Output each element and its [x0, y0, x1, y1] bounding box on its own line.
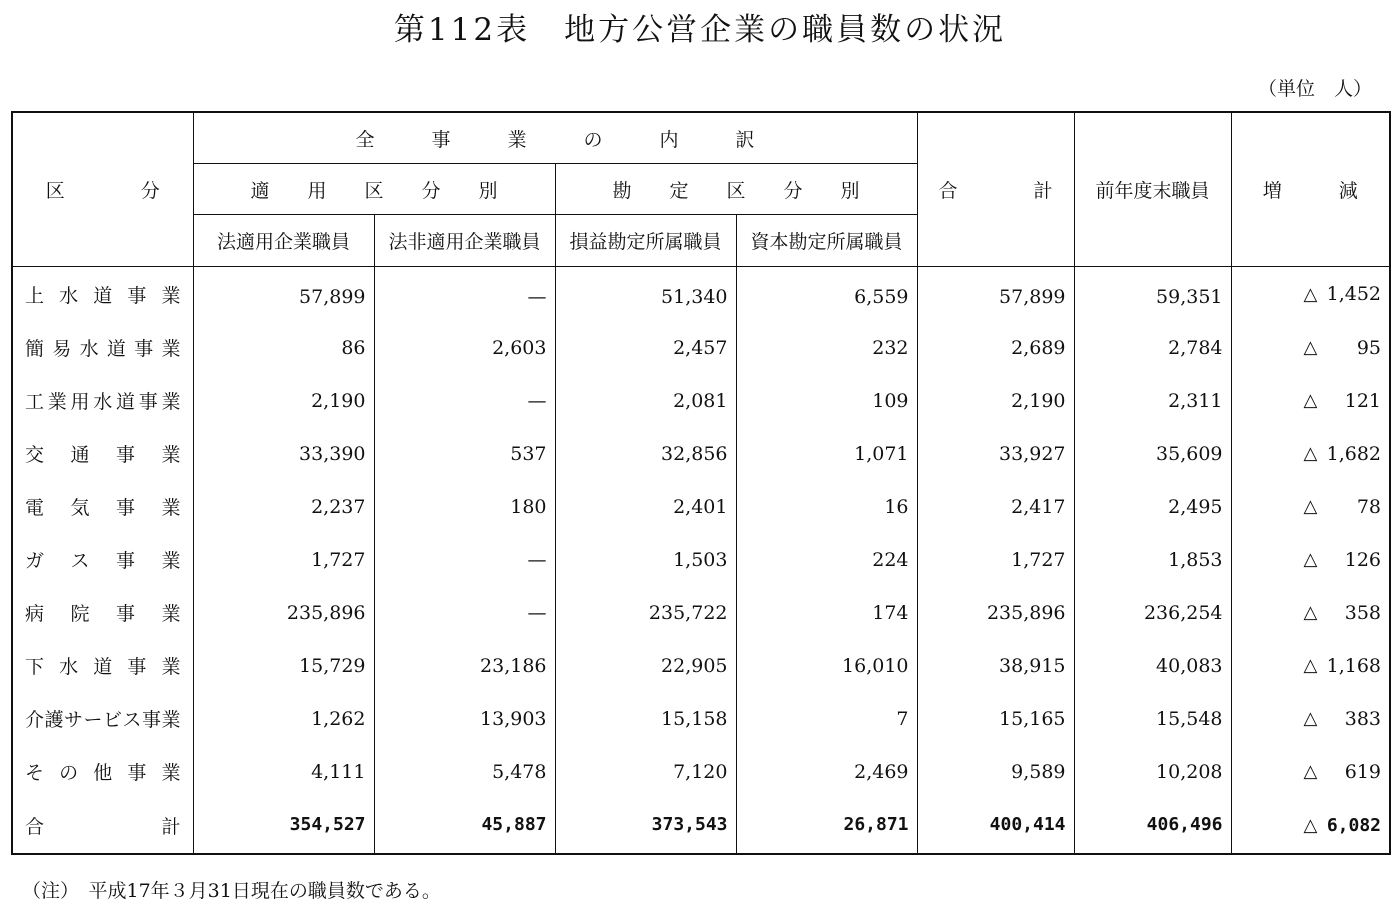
row-label: 交通事業 [12, 427, 193, 480]
decrease-triangle-icon: △ [1303, 443, 1318, 464]
cell-non-applicable: — [374, 533, 555, 586]
cell-total: 2,417 [917, 480, 1074, 533]
cell-change [1231, 586, 1390, 639]
cell-capital: 16 [736, 480, 917, 533]
row-label: 上水道事業 [12, 267, 193, 322]
cell-total: 2,190 [917, 374, 1074, 427]
change-value: 383 [1344, 707, 1382, 730]
header-prev-year: 前年度末職員 [1074, 112, 1231, 267]
cell-applicable: 1,727 [193, 533, 374, 586]
decrease-triangle-icon: △ [1303, 655, 1318, 676]
cell-non-applicable: 23,186 [374, 639, 555, 692]
cell-prev-year: 10,208 [1074, 745, 1231, 798]
cell-profit-loss: 32,856 [555, 427, 736, 480]
table-row [12, 427, 1390, 480]
header-all-business-breakdown: 全 事 業 の 内 訳 [193, 112, 917, 164]
change-value: 1,168 [1326, 654, 1382, 677]
cell-change [1231, 639, 1390, 692]
cell-change [1231, 798, 1390, 854]
cell-profit-loss: 22,905 [555, 639, 736, 692]
cell-non-applicable: 13,903 [374, 692, 555, 745]
cell-total: 9,589 [917, 745, 1074, 798]
cell-total: 33,927 [917, 427, 1074, 480]
header-capital: 資本勘定所属職員 [736, 215, 917, 267]
total-row [12, 798, 1390, 854]
header-account-class: 勘 定 区 分 別 [555, 164, 917, 215]
cell-prev-year: 59,351 [1074, 267, 1231, 322]
cell-profit-loss: 7,120 [555, 745, 736, 798]
cell-non-applicable: 537 [374, 427, 555, 480]
table-row [12, 267, 1390, 322]
table-row [12, 745, 1390, 798]
cell-prev-year: 40,083 [1074, 639, 1231, 692]
cell-profit-loss: 373,543 [555, 798, 736, 854]
change-value: 6,082 [1326, 815, 1382, 836]
cell-applicable: 4,111 [193, 745, 374, 798]
row-label: 下水道事業 [12, 639, 193, 692]
row-label: 簡易水道事業 [12, 321, 193, 374]
change-value: 1,452 [1326, 283, 1382, 305]
cell-change [1231, 267, 1390, 322]
cell-profit-loss: 2,401 [555, 480, 736, 533]
header-category: 区 分 [12, 112, 193, 267]
footnote: （注） 平成17年３月31日現在の職員数である。 [22, 880, 441, 902]
table-row [12, 692, 1390, 745]
cell-prev-year: 406,496 [1074, 798, 1231, 854]
decrease-triangle-icon: △ [1303, 708, 1318, 729]
row-label: 病院事業 [12, 586, 193, 639]
decrease-triangle-icon: △ [1303, 549, 1318, 570]
cell-prev-year: 2,311 [1074, 374, 1231, 427]
header-total: 合 計 [917, 112, 1074, 267]
cell-applicable: 86 [193, 321, 374, 374]
header-applicable: 法適用企業職員 [193, 215, 374, 267]
table-body [12, 267, 1390, 855]
decrease-triangle-icon: △ [1303, 390, 1318, 411]
row-label: 合計 [12, 798, 193, 854]
change-value: 126 [1344, 548, 1382, 571]
row-label: 工業用水道事業 [12, 374, 193, 427]
header-applicable-class: 適 用 区 分 別 [193, 164, 555, 215]
row-label: その他事業 [12, 745, 193, 798]
cell-capital: 109 [736, 374, 917, 427]
cell-prev-year: 1,853 [1074, 533, 1231, 586]
cell-capital: 224 [736, 533, 917, 586]
cell-prev-year: 2,784 [1074, 321, 1231, 374]
staff-table [11, 111, 1391, 855]
cell-prev-year: 15,548 [1074, 692, 1231, 745]
table-row [12, 639, 1390, 692]
cell-non-applicable: 180 [374, 480, 555, 533]
cell-total: 38,915 [917, 639, 1074, 692]
cell-profit-loss: 2,081 [555, 374, 736, 427]
cell-applicable: 235,896 [193, 586, 374, 639]
change-value: 78 [1356, 495, 1382, 518]
cell-profit-loss: 1,503 [555, 533, 736, 586]
header-change: 増 減 [1231, 112, 1390, 267]
cell-non-applicable: 2,603 [374, 321, 555, 374]
decrease-triangle-icon: △ [1303, 283, 1318, 305]
cell-total: 1,727 [917, 533, 1074, 586]
cell-prev-year: 2,495 [1074, 480, 1231, 533]
table-row [12, 321, 1390, 374]
header-profit-loss: 損益勘定所属職員 [555, 215, 736, 267]
table-row [12, 586, 1390, 639]
decrease-triangle-icon: △ [1303, 602, 1318, 623]
cell-total: 15,165 [917, 692, 1074, 745]
unit-label: （単位 人） [1257, 78, 1372, 100]
cell-total: 57,899 [917, 267, 1074, 322]
cell-non-applicable: — [374, 586, 555, 639]
cell-prev-year: 35,609 [1074, 427, 1231, 480]
cell-non-applicable: 5,478 [374, 745, 555, 798]
header-non-applicable: 法非適用企業職員 [374, 215, 555, 267]
cell-change [1231, 533, 1390, 586]
cell-capital: 26,871 [736, 798, 917, 854]
cell-applicable: 1,262 [193, 692, 374, 745]
cell-applicable: 33,390 [193, 427, 374, 480]
page-title: 第112表 地方公営企業の職員数の状況 [393, 12, 1007, 48]
table-row [12, 480, 1390, 533]
cell-change [1231, 745, 1390, 798]
cell-prev-year: 236,254 [1074, 586, 1231, 639]
cell-capital: 16,010 [736, 639, 917, 692]
row-label: 介護サービス事業 [12, 692, 193, 745]
cell-capital: 174 [736, 586, 917, 639]
cell-profit-loss: 2,457 [555, 321, 736, 374]
decrease-triangle-icon: △ [1303, 496, 1318, 517]
cell-applicable: 15,729 [193, 639, 374, 692]
cell-capital: 232 [736, 321, 917, 374]
decrease-triangle-icon: △ [1303, 337, 1318, 358]
cell-change [1231, 480, 1390, 533]
row-label: 電気事業 [12, 480, 193, 533]
cell-profit-loss: 15,158 [555, 692, 736, 745]
cell-non-applicable: 45,887 [374, 798, 555, 854]
cell-applicable: 2,237 [193, 480, 374, 533]
cell-total: 2,689 [917, 321, 1074, 374]
cell-profit-loss: 51,340 [555, 267, 736, 322]
row-label: ガス事業 [12, 533, 193, 586]
cell-applicable: 57,899 [193, 267, 374, 322]
cell-change [1231, 692, 1390, 745]
cell-capital: 1,071 [736, 427, 917, 480]
change-value: 121 [1344, 389, 1382, 412]
cell-capital: 7 [736, 692, 917, 745]
cell-change [1231, 321, 1390, 374]
cell-profit-loss: 235,722 [555, 586, 736, 639]
cell-total: 235,896 [917, 586, 1074, 639]
change-value: 1,682 [1326, 442, 1382, 465]
cell-total: 400,414 [917, 798, 1074, 854]
cell-change [1231, 374, 1390, 427]
decrease-triangle-icon: △ [1303, 815, 1318, 836]
cell-non-applicable: — [374, 374, 555, 427]
cell-non-applicable: — [374, 267, 555, 322]
decrease-triangle-icon: △ [1303, 761, 1318, 782]
cell-capital: 2,469 [736, 745, 917, 798]
cell-change [1231, 427, 1390, 480]
change-value: 95 [1356, 336, 1382, 359]
cell-applicable: 354,527 [193, 798, 374, 854]
cell-applicable: 2,190 [193, 374, 374, 427]
cell-capital: 6,559 [736, 267, 917, 322]
change-value: 619 [1344, 760, 1382, 783]
table-row [12, 533, 1390, 586]
change-value: 358 [1344, 601, 1382, 624]
table-row [12, 374, 1390, 427]
